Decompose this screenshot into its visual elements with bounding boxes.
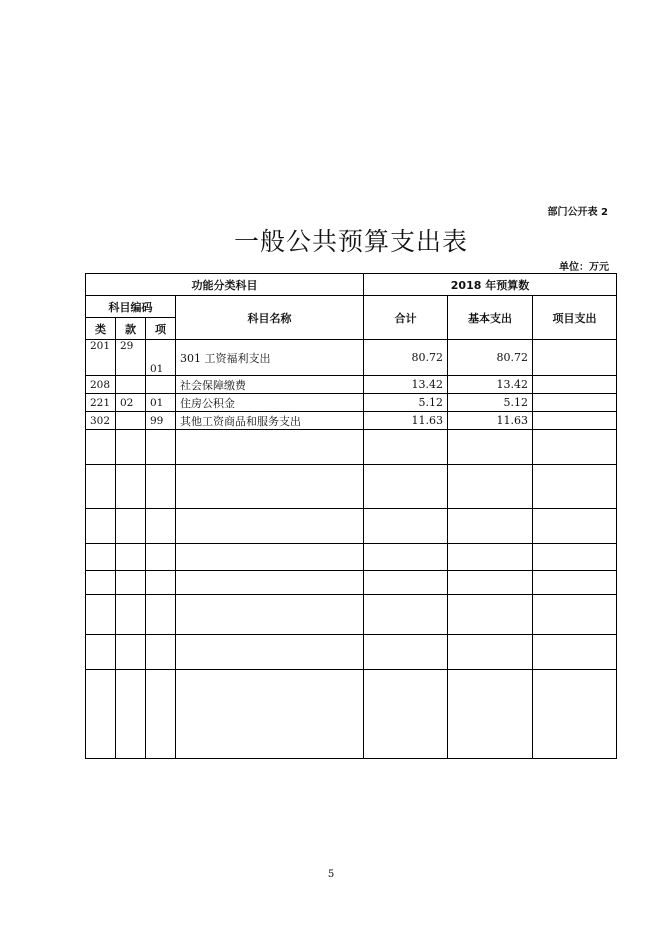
xiang-header: 项	[146, 318, 176, 340]
empty-row	[86, 544, 617, 571]
empty-row	[86, 595, 617, 635]
cell-lei: 302	[86, 412, 116, 430]
cell-lei: 221	[86, 394, 116, 412]
cell-kuan: 02	[116, 394, 146, 412]
cell-basic: 13.42	[448, 376, 533, 394]
project-expenditure-header: 项目支出	[533, 296, 617, 340]
cell-kuan	[116, 376, 146, 394]
cell-xiang: 01	[146, 340, 176, 376]
table-row	[86, 412, 617, 430]
cell-project	[533, 412, 617, 430]
cell-total: 80.72	[364, 340, 448, 376]
cell-subject-name: 301 工资福利支出	[176, 340, 364, 376]
cell-project	[533, 376, 617, 394]
cell-lei: 208	[86, 376, 116, 394]
cell-total: 13.42	[364, 376, 448, 394]
cell-kuan	[116, 412, 146, 430]
cell-xiang	[146, 376, 176, 394]
header-row-1	[86, 274, 617, 296]
empty-row	[86, 670, 617, 759]
empty-row	[86, 465, 617, 509]
cell-kuan: 29	[116, 340, 146, 376]
budget-year-header: 2018 年预算数	[364, 274, 617, 296]
table-row	[86, 340, 617, 376]
cell-project	[533, 340, 617, 376]
unit-label: 单位：万元	[559, 262, 609, 273]
table-row	[86, 394, 617, 412]
empty-row	[86, 509, 617, 544]
cell-subject-name: 住房公积金	[176, 394, 364, 412]
cell-total: 11.63	[364, 412, 448, 430]
empty-row	[86, 571, 617, 595]
cell-project	[533, 394, 617, 412]
lei-header: 类	[86, 318, 116, 340]
cell-basic: 11.63	[448, 412, 533, 430]
function-classification-header: 功能分类科目	[86, 274, 364, 296]
cell-subject-name: 其他工资商品和服务支出	[176, 412, 364, 430]
page-title: 一般公共预算支出表	[233, 227, 468, 256]
cell-lei: 201	[86, 340, 116, 376]
budget-table	[85, 273, 617, 759]
subject-name-header: 科目名称	[176, 296, 364, 340]
cell-total: 5.12	[364, 394, 448, 412]
header-row-2	[86, 296, 617, 318]
empty-row	[86, 635, 617, 670]
document-code: 部门公开表 2	[547, 207, 608, 218]
empty-row	[86, 430, 617, 465]
subject-code-header: 科目编码	[86, 296, 176, 318]
cell-xiang: 01	[146, 394, 176, 412]
cell-basic: 5.12	[448, 394, 533, 412]
page-number: 5	[327, 869, 335, 880]
cell-basic: 80.72	[448, 340, 533, 376]
cell-subject-name: 社会保障缴费	[176, 376, 364, 394]
total-header: 合计	[364, 296, 448, 340]
basic-expenditure-header: 基本支出	[448, 296, 533, 340]
table-row	[86, 376, 617, 394]
kuan-header: 款	[116, 318, 146, 340]
cell-xiang: 99	[146, 412, 176, 430]
